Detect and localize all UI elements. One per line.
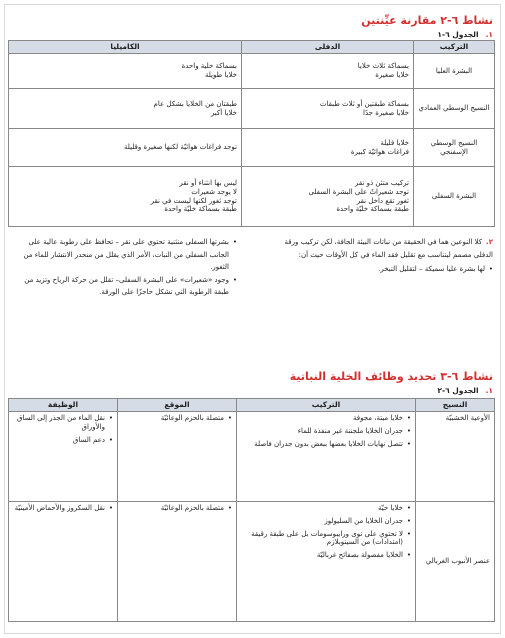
cell-tissue: عنصر الأنبوب الغربالي	[416, 502, 495, 622]
col-header-camellia: الكاميليا	[9, 41, 242, 54]
question-2-bullet: • لها بشرة عليا سميكة – لتقليل التبخر.	[265, 263, 493, 276]
col-header-structure: التركيب	[237, 399, 416, 412]
table-row	[9, 89, 495, 129]
row-structure: النسيج الوسطي العمادي	[414, 89, 495, 129]
row-structure: البشرة العليا	[414, 54, 495, 89]
cell-camellia: بسماكة خلية واحدة خلايا طويلة	[9, 54, 242, 89]
cell-oleander: تركيب متثن ذو نقر توجد شعيراتٌ على البشرة السفلى ثغور تقع داخل نقر طبقة بسماكة خليّة واحدة	[242, 167, 414, 227]
cell-function: • نقل الماء من الجذر إلى الساق والأوراق • دعم الساق	[9, 412, 118, 502]
cell-oleander: بسماكة ثلاث خلايا خلايا صغيرة	[242, 54, 414, 89]
cell-structure: • خلايا حيّة • جدران الخلايا من السليولوز • لا تحتوي على نوى ورايبوسومات بل على طبقة رقيقة (امتدادات) من السيتوبلازم • الخلايا مفصولة بصفائح غرباليّة	[237, 502, 416, 622]
activity-6-3-title: نشاط ٦-٣ تحديد وظائف الخلية النباتية	[289, 370, 493, 383]
col-header-structure: التركيب	[414, 41, 495, 54]
table-row	[9, 502, 495, 622]
question-2-text: كلا النوعين هما في الحقيقة من نباتات البيئة الجافة، لكن تركيب ورقة الدفلى مصمم ليتناسب مع تقليل فقد الماء في كل الأوقات حيث أن:	[284, 238, 493, 259]
row-structure: البشرة السفلى	[414, 167, 495, 227]
table-row	[9, 412, 495, 502]
cell-camellia: ليس بها انثناء أو نقر لا يوجد شعيرات توجد ثغور لكنها ليست في نقر طبقة بسماكة خليّة واحدة	[9, 167, 242, 227]
col-header-tissue: النسيج	[416, 399, 495, 412]
question-2-right-column	[265, 236, 493, 276]
cell-location: • متصلة بالحزم الوعائيّة	[118, 502, 237, 622]
table-6-1	[8, 40, 495, 227]
cell-oleander: بسماكة طبقتين أو ثلاث طبقات خلايا صغيرة جدًا	[242, 89, 414, 129]
table-6-2-caption	[437, 386, 493, 395]
question-number: ٢.	[486, 238, 493, 246]
cell-camellia: توجد فراغات هوائيّة لكنها صغيرة وقليلة	[9, 129, 242, 167]
table-row	[9, 129, 495, 167]
col-header-oleander: الدفلى	[242, 41, 414, 54]
table-label: الجدول ٦-٢	[437, 386, 479, 395]
activity-6-2-title: نشاط ٦-٢ مقارنة عيِّنتين	[361, 14, 493, 27]
col-header-function: الوظيفة	[9, 399, 118, 412]
table-label: الجدول ٦-١	[437, 30, 479, 39]
cell-structure: • خلايا ميتة، مجوفة • جدران الخلايا ملجننة غير منفذة للماء • تتصل نهايات الخلايا بعضها ببعض بدون جدران فاصلة	[237, 412, 416, 502]
question-2-left-column	[12, 236, 237, 299]
table-row	[9, 167, 495, 227]
table-6-2	[8, 398, 495, 622]
cell-location: • متصلة بالحزم الوعائيّة	[118, 412, 237, 502]
col-header-location: الموقع	[118, 399, 237, 412]
table-6-1-caption	[437, 30, 493, 39]
question-2-bullet: • وجود «شعيرات» على البشرة السفلى– تقلل من حركة الرياح وتزيد من طبقة الرطوبة التي تشكل حاجزًا على الورقة.	[12, 274, 237, 299]
row-structure: النسيج الوسطي الإسفنجي	[414, 129, 495, 167]
item-number: ١.	[485, 30, 493, 39]
cell-oleander: خلايا قليلة فراغات هوائيّة كبيرة	[242, 129, 414, 167]
cell-function: • نقل السكروز والأحماض الأمينيّة	[9, 502, 118, 622]
cell-camellia: طبقتان من الخلايا بشكل عام خلايا أكبر	[9, 89, 242, 129]
item-number: ١.	[485, 386, 493, 395]
cell-tissue: الأوعية الخشبيّة	[416, 412, 495, 502]
question-2-bullet: • بشرتها السفلى منثنية تحتوي على نقر – تحافظ على رطوبة عالية على الجانب السفلي من النبات، الأمر الذي يقلل من منحدر الانتشار للماء من الثغور.	[12, 236, 237, 274]
table-row	[9, 54, 495, 89]
